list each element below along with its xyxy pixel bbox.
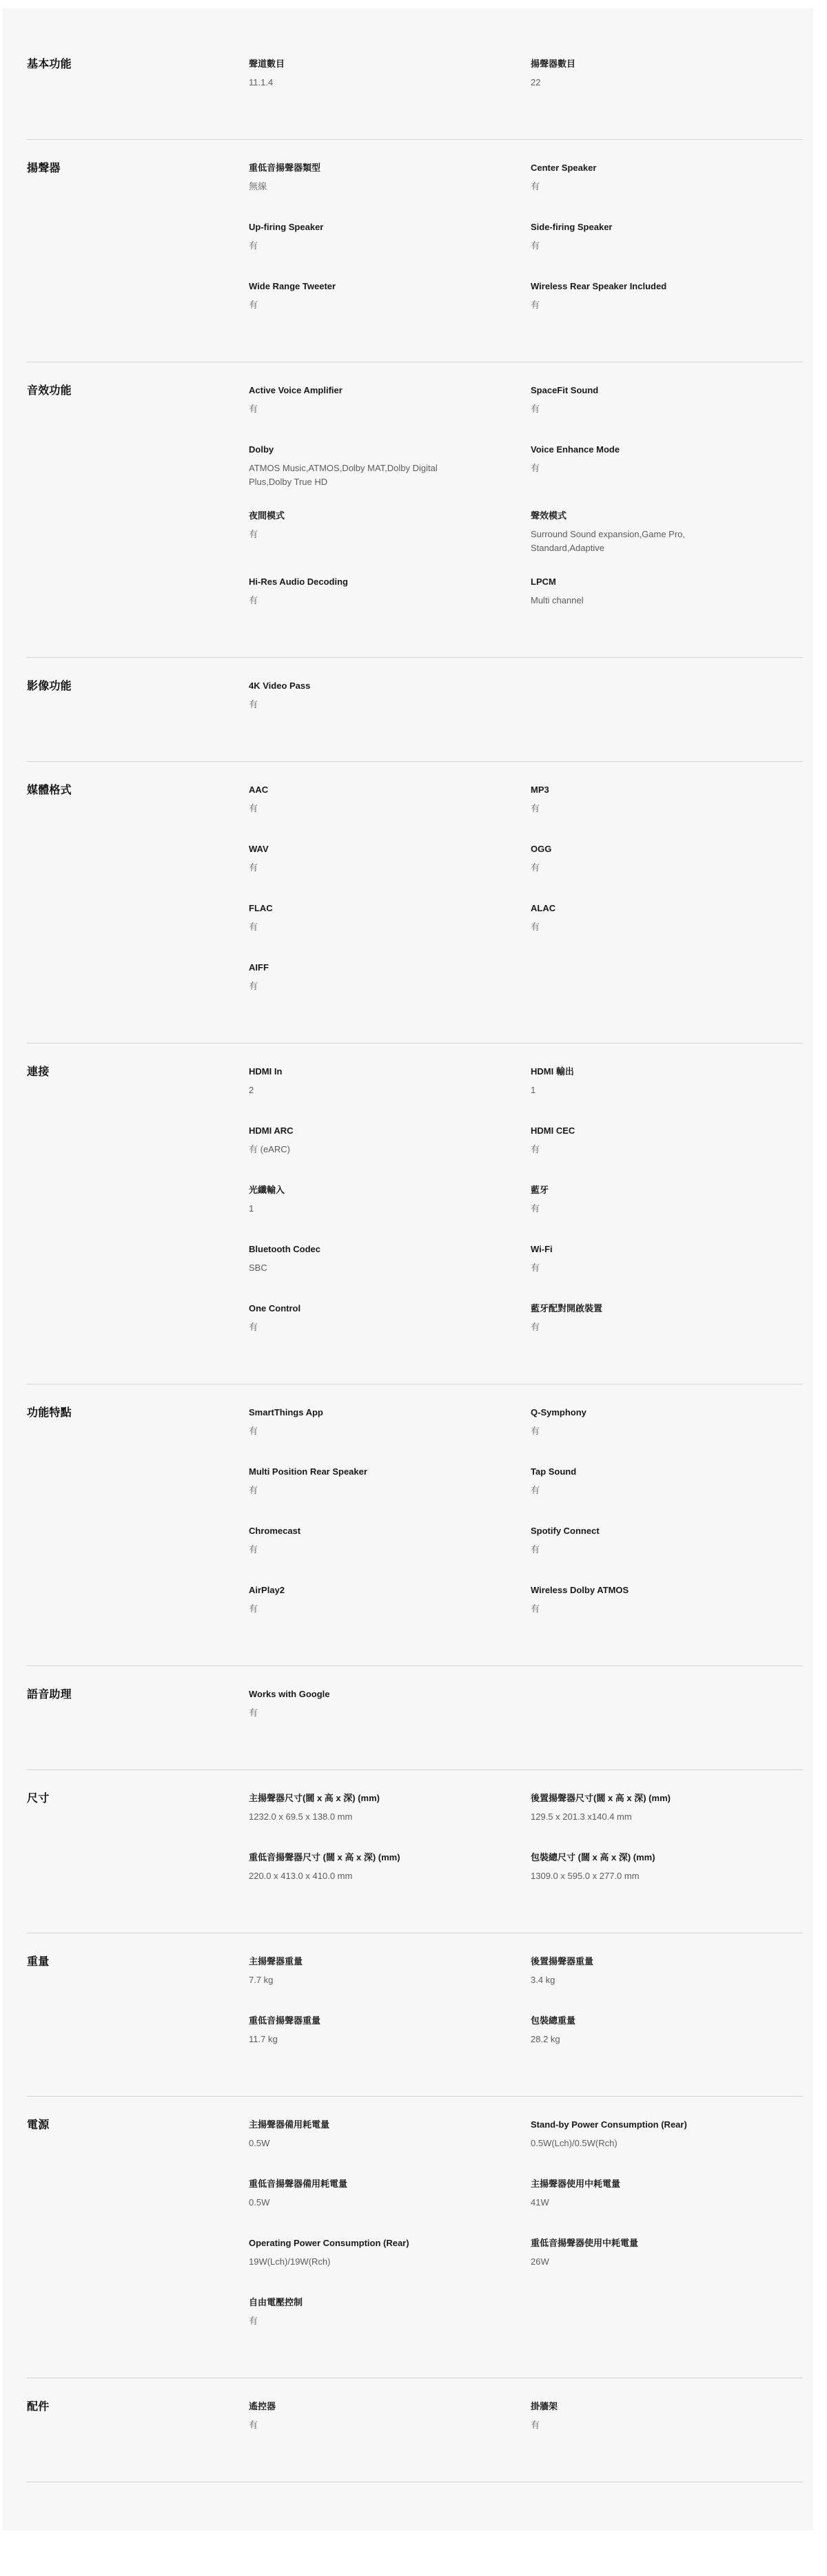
spec-label: 主揚聲器重量 xyxy=(249,1956,303,1967)
spec-value: 有 xyxy=(249,403,258,414)
spec-label: Wireless Rear Speaker Included xyxy=(531,281,667,291)
spec-item xyxy=(531,58,803,96)
spec-value: 0.5W xyxy=(249,2138,270,2149)
spec-label: 主揚聲器備用耗電量 xyxy=(249,2119,330,2130)
spec-value: 19W(Lch)/19W(Rch) xyxy=(249,2256,331,2267)
spec-item xyxy=(531,1584,803,1623)
spec-item xyxy=(249,1302,521,1341)
spec-item xyxy=(531,1406,803,1445)
spec-value: 有 (eARC) xyxy=(249,1144,290,1155)
spec-label: Q-Symphony xyxy=(531,1407,586,1418)
spec-value: 有 xyxy=(531,1203,540,1214)
spec-item xyxy=(531,902,803,941)
section-title: 連接 xyxy=(27,1066,50,1079)
spec-label: FLAC xyxy=(249,903,273,914)
spec-section xyxy=(27,36,803,140)
spec-label: Spotify Connect xyxy=(531,1526,600,1537)
spec-value: 有 xyxy=(249,240,258,251)
spec-item xyxy=(249,1792,521,1831)
spec-label: Wi-Fi xyxy=(531,1244,553,1255)
spec-label: 4K Video Pass xyxy=(249,681,311,692)
spec-item xyxy=(531,1302,803,1341)
spec-label: 包裝總尺寸 (闊 x 高 x 深) (mm) xyxy=(531,1852,655,1863)
spec-label: HDMI In xyxy=(249,1066,283,1077)
spec-label: Wireless Dolby ATMOS xyxy=(531,1585,629,1596)
spec-item xyxy=(531,510,803,555)
spec-label: Bluetooth Codec xyxy=(249,1244,320,1255)
spec-item xyxy=(249,1184,521,1223)
section-grid xyxy=(249,162,803,319)
spec-label: Operating Power Consumption (Rear) xyxy=(249,2238,409,2249)
spec-label: Up-firing Speaker xyxy=(249,222,324,232)
spec-label: AAC xyxy=(249,785,269,796)
spec-label: 聲效模式 xyxy=(531,510,567,521)
spec-label: Tap Sound xyxy=(531,1466,577,1477)
spec-item xyxy=(531,843,803,882)
spec-label: Dolby xyxy=(249,444,274,455)
spec-item xyxy=(249,58,521,96)
spec-item xyxy=(249,2296,521,2335)
spec-value: 有 xyxy=(249,1322,258,1333)
spec-value: 0.5W xyxy=(249,2197,270,2208)
spec-value: 26W xyxy=(531,2256,549,2267)
section-grid xyxy=(249,1955,803,2053)
spec-value: 有 xyxy=(249,299,258,310)
spec-section xyxy=(27,658,803,762)
spec-label: 主揚聲器尺寸(闊 x 高 x 深) (mm) xyxy=(249,1793,380,1804)
spec-label: 光纖輸入 xyxy=(249,1185,285,1196)
spec-label: MP3 xyxy=(531,785,549,796)
spec-value: 有 xyxy=(531,862,540,873)
spec-item xyxy=(531,1792,803,1831)
spec-value: 有 xyxy=(249,528,258,539)
spec-item xyxy=(531,1066,803,1104)
section-title: 功能特點 xyxy=(27,1407,72,1420)
spec-item xyxy=(249,962,521,1000)
spec-label: Works with Google xyxy=(249,1689,330,1700)
spec-label: 重低音揚聲器備用耗電量 xyxy=(249,2179,348,2190)
spec-label: OGG xyxy=(531,844,552,855)
spec-value: 有 xyxy=(531,1544,540,1555)
spec-label: AirPlay2 xyxy=(249,1585,285,1596)
spec-label: 自由電壓控制 xyxy=(249,2297,303,2308)
spec-item xyxy=(531,221,803,260)
spec-item xyxy=(531,2178,803,2216)
spec-value: 有 xyxy=(531,1485,540,1496)
spec-value: 有 xyxy=(531,803,540,814)
spec-item xyxy=(249,444,521,489)
spec-item xyxy=(531,444,803,482)
spec-item xyxy=(531,1851,803,1890)
spec-value: 有 xyxy=(249,922,258,933)
section-title: 基本功能 xyxy=(27,59,72,70)
spec-value: 11.7 kg xyxy=(249,2034,278,2045)
spec-item xyxy=(531,2119,803,2157)
section-grid xyxy=(249,58,803,96)
spec-item xyxy=(249,680,521,718)
spec-label: 聲道數目 xyxy=(249,59,285,69)
spec-value: 有 xyxy=(531,1603,540,1614)
spec-item xyxy=(249,784,521,822)
section-grid xyxy=(249,2119,803,2335)
spec-value: 22 xyxy=(531,76,541,87)
spec-label: 重低音揚聲器重量 xyxy=(249,2015,321,2026)
spec-label: 重低音揚聲器尺寸 (闊 x 高 x 深) (mm) xyxy=(249,1852,400,1863)
spec-label: One Control xyxy=(249,1303,301,1314)
section-grid xyxy=(249,680,803,718)
spec-value: ATMOS Music,ATMOS,Dolby MAT,Dolby Digital Plus,Dolby True HD xyxy=(249,462,438,487)
spec-card xyxy=(3,8,813,2531)
spec-value: Multi channel xyxy=(531,595,584,606)
spec-value: 1309.0 x 595.0 x 277.0 mm xyxy=(531,1871,640,1882)
spec-value: 220.0 x 413.0 x 410.0 mm xyxy=(249,1871,353,1882)
spec-label: ALAC xyxy=(531,903,556,914)
spec-item xyxy=(531,1466,803,1504)
spec-value: 1 xyxy=(249,1203,254,1214)
spec-value: Surround Sound expansion,Game Pro, Standard,Adaptive xyxy=(531,528,686,554)
spec-item xyxy=(531,1125,803,1163)
spec-value: 有 xyxy=(249,2420,258,2431)
spec-item xyxy=(249,1851,521,1890)
spec-item xyxy=(249,221,521,260)
spec-section xyxy=(27,362,803,658)
spec-item xyxy=(531,2015,803,2053)
spec-item xyxy=(531,2237,803,2276)
spec-value: 2 xyxy=(249,1085,254,1096)
spec-value: 41W xyxy=(531,2197,549,2208)
spec-item xyxy=(249,843,521,882)
spec-value: 有 xyxy=(531,1322,540,1333)
spec-value: 有 xyxy=(249,862,258,873)
spec-item xyxy=(531,162,803,200)
spec-item xyxy=(249,1955,521,1994)
spec-value: 3.4 kg xyxy=(531,1975,555,1986)
spec-label: 重低音揚聲器類型 xyxy=(249,163,321,173)
spec-table xyxy=(27,36,803,2482)
section-title: 揚聲器 xyxy=(27,163,61,174)
spec-section xyxy=(27,762,803,1043)
section-title: 電源 xyxy=(27,2119,50,2132)
spec-item xyxy=(249,2237,521,2276)
spec-value: 有 xyxy=(249,1603,258,1614)
spec-value: 有 xyxy=(531,2420,540,2431)
spec-value: 有 xyxy=(249,1485,258,1496)
spec-value: 有 xyxy=(531,180,540,191)
spec-section xyxy=(27,1384,803,1666)
spec-label: 藍牙 xyxy=(531,1185,549,1196)
spec-item xyxy=(249,1525,521,1564)
spec-label: Active Voice Amplifier xyxy=(249,385,343,395)
spec-label: 主揚聲器使用中耗電量 xyxy=(531,2179,621,2190)
spec-label: LPCM xyxy=(531,577,556,588)
spec-value: 無線 xyxy=(249,180,267,191)
spec-section xyxy=(27,2378,803,2482)
spec-section xyxy=(27,2097,803,2378)
spec-value: 11.1.4 xyxy=(249,76,274,87)
spec-section xyxy=(27,1770,803,1933)
spec-value: 有 xyxy=(531,1426,540,1437)
spec-value: 有 xyxy=(531,462,540,473)
spec-item xyxy=(531,2400,803,2439)
spec-label: 後置揚聲器尺寸(闊 x 高 x 深) (mm) xyxy=(531,1793,671,1804)
section-grid xyxy=(249,2400,803,2439)
spec-label: Hi-Res Audio Decoding xyxy=(249,577,348,588)
spec-value: 有 xyxy=(249,1707,258,1718)
section-grid xyxy=(249,1406,803,1623)
spec-value: 有 xyxy=(531,1263,540,1274)
spec-value: 1 xyxy=(531,1085,536,1096)
section-grid xyxy=(249,1792,803,1890)
spec-label: HDMI ARC xyxy=(249,1125,294,1136)
spec-label: 掛牆架 xyxy=(531,2401,558,2412)
spec-value: 有 xyxy=(249,2316,258,2327)
section-grid xyxy=(249,784,803,1000)
section-title: 語音助理 xyxy=(27,1689,72,1701)
spec-item xyxy=(249,2178,521,2216)
spec-item xyxy=(249,1688,521,1727)
spec-label: Voice Enhance Mode xyxy=(531,444,620,455)
spec-item xyxy=(249,2400,521,2439)
section-title: 尺寸 xyxy=(27,1793,50,1805)
spec-value: 28.2 kg xyxy=(531,2034,560,2045)
spec-label: Center Speaker xyxy=(531,163,597,173)
spec-item xyxy=(249,902,521,941)
spec-item xyxy=(249,2015,521,2053)
spec-value: 有 xyxy=(531,403,540,414)
spec-value: 有 xyxy=(531,922,540,933)
spec-item xyxy=(249,1466,521,1504)
spec-value: 0.5W(Lch)/0.5W(Rch) xyxy=(531,2138,617,2149)
spec-label: SmartThings App xyxy=(249,1407,323,1418)
spec-item xyxy=(249,162,521,200)
spec-value: 有 xyxy=(249,1426,258,1437)
spec-value: 有 xyxy=(249,981,258,992)
spec-item xyxy=(531,1955,803,1994)
spec-value: 有 xyxy=(531,240,540,251)
spec-item xyxy=(531,1184,803,1223)
spec-label: Side-firing Speaker xyxy=(531,222,613,232)
spec-value: 1232.0 x 69.5 x 138.0 mm xyxy=(249,1811,353,1822)
spec-item xyxy=(531,784,803,822)
spec-label: 揚聲器數目 xyxy=(531,59,576,69)
spec-value: 有 xyxy=(531,1144,540,1155)
spec-label: Wide Range Tweeter xyxy=(249,281,336,291)
spec-label: WAV xyxy=(249,844,269,855)
spec-label: 後置揚聲器重量 xyxy=(531,1956,594,1967)
spec-section xyxy=(27,140,803,362)
section-title: 配件 xyxy=(27,2401,50,2413)
spec-label: AIFF xyxy=(249,962,269,973)
spec-item xyxy=(531,280,803,319)
spec-label: Multi Position Rear Speaker xyxy=(249,1466,367,1477)
spec-section xyxy=(27,1933,803,2097)
spec-value: SBC xyxy=(249,1263,267,1274)
spec-item xyxy=(249,1406,521,1445)
spec-label: SpaceFit Sound xyxy=(531,385,599,395)
spec-item xyxy=(249,1125,521,1163)
section-grid xyxy=(249,1066,803,1341)
spec-item xyxy=(531,576,803,614)
spec-item xyxy=(249,576,521,614)
spec-label: 夜間模式 xyxy=(249,510,285,521)
spec-label: Stand-by Power Consumption (Rear) xyxy=(531,2119,687,2130)
spec-value: 129.5 x 201.3 x140.4 mm xyxy=(531,1811,632,1822)
spec-value: 有 xyxy=(249,1544,258,1555)
section-title: 重量 xyxy=(27,1956,50,1969)
spec-item xyxy=(249,1066,521,1104)
spec-label: Chromecast xyxy=(249,1526,301,1537)
spec-item xyxy=(249,280,521,319)
spec-value: 有 xyxy=(249,699,258,710)
spec-value: 有 xyxy=(249,595,258,606)
section-title: 音效功能 xyxy=(27,385,72,397)
spec-label: 重低音揚聲器使用中耗電量 xyxy=(531,2238,639,2249)
spec-label: 包裝總重量 xyxy=(531,2015,576,2026)
spec-item xyxy=(249,384,521,423)
spec-item xyxy=(249,2119,521,2157)
spec-item xyxy=(531,384,803,423)
spec-section xyxy=(27,1043,803,1384)
spec-value: 7.7 kg xyxy=(249,1975,274,1986)
spec-label: 遙控器 xyxy=(249,2401,276,2412)
spec-item xyxy=(249,1243,521,1282)
section-grid xyxy=(249,1688,803,1727)
spec-item xyxy=(531,1243,803,1282)
spec-label: HDMI 輸出 xyxy=(531,1066,574,1077)
spec-section xyxy=(27,1666,803,1770)
spec-label: 藍牙配對開啟裝置 xyxy=(531,1303,603,1314)
spec-item xyxy=(531,1525,803,1564)
spec-label: HDMI CEC xyxy=(531,1125,575,1136)
section-title: 影像功能 xyxy=(27,681,72,693)
spec-item xyxy=(249,1584,521,1623)
section-grid xyxy=(249,384,803,614)
section-title: 媒體格式 xyxy=(27,785,72,797)
spec-item xyxy=(249,510,521,548)
spec-value: 有 xyxy=(249,803,258,814)
spec-value: 有 xyxy=(531,299,540,310)
